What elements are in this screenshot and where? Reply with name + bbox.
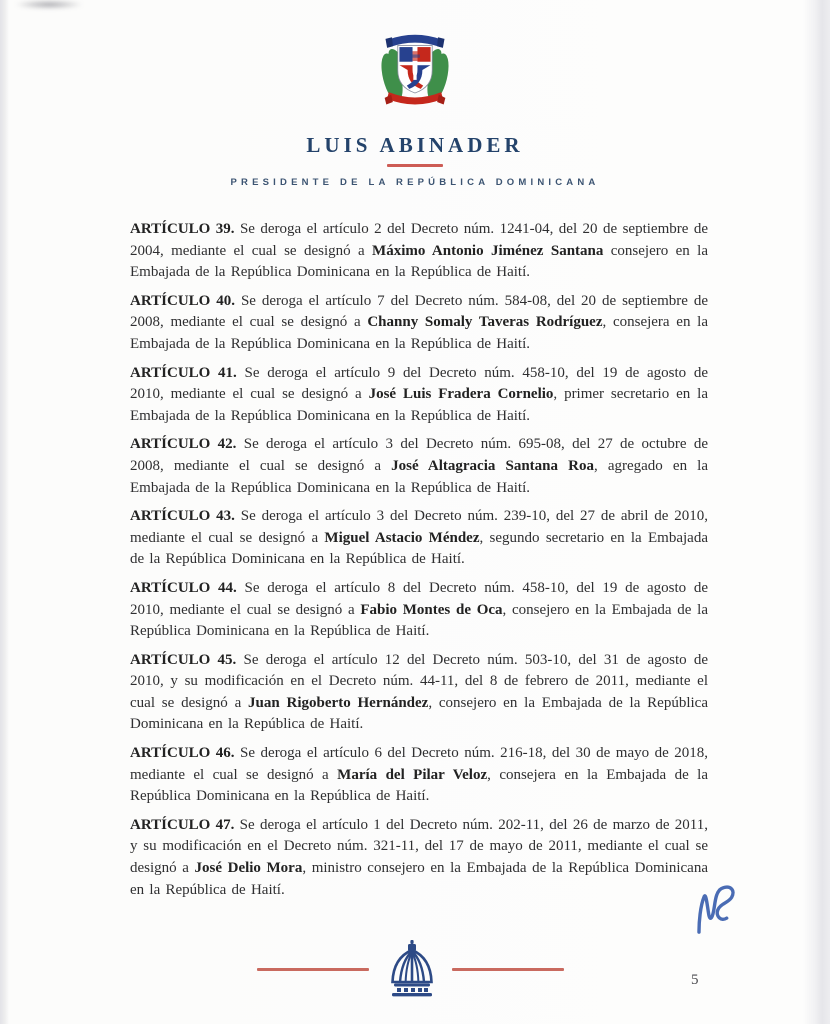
dominican-coat-of-arms-icon — [374, 25, 456, 120]
article-paragraph — [130, 506, 708, 571]
article-paragraph — [130, 650, 708, 736]
designee-name: Máximo Antonio Jiménez Santana — [372, 242, 604, 259]
article-text: Se deroga el artículo 2 del Decreto núm. 1241-04, del 20 de septiembre de 2004, mediante el cual se designó a — [130, 221, 708, 259]
president-name: LUIS ABINADER — [306, 133, 524, 157]
article-paragraph — [130, 291, 708, 356]
designee-name: José Altagracia Santana Roa — [391, 457, 594, 474]
article-text: , consejero en la Embajada de la República Dominicana en la República de Haití. — [130, 601, 708, 640]
name-divider — [387, 164, 443, 167]
letterhead — [0, 0, 830, 188]
page-number: 5 — [691, 972, 699, 988]
article-text: , ministro consejero en la Embajada de la República Dominicana en la República de Haití. — [130, 860, 708, 898]
article-text: Se deroga el artículo 3 del Decreto núm. 695-08, del 27 de octubre de 2008, mediante el cual se designó a — [130, 436, 708, 474]
article-text: , consejero en la Embajada de la República Dominicana en la República de Haití. — [130, 694, 708, 733]
designee-name: José Delio Mora — [194, 860, 303, 877]
article-text: Se deroga el artículo 3 del Decreto núm. 239-10, del 27 de abril de 2010, mediante el cual se designó a — [130, 508, 708, 546]
article-paragraph — [130, 219, 708, 284]
article-label: ARTÍCULO 43. — [130, 508, 241, 525]
article-text: Se deroga el artículo 9 del Decreto núm. 458-10, del 19 de agosto de 2010, mediante el cual se designó a — [130, 364, 708, 403]
article-text: Se deroga el artículo 1 del Decreto núm. 202-11, del 26 de marzo de 2011, y su modificación en el Decreto núm. 321-11, del 17 de mayo de 2011, mediante el cual se designó a — [130, 816, 708, 877]
article-paragraph — [130, 434, 708, 499]
article-paragraph — [130, 815, 708, 901]
article-text: , consejera en la Embajada de la República Dominicana en la República de Haití. — [130, 766, 709, 805]
designee-name: María del Pilar Veloz — [337, 766, 488, 783]
signature-initials — [686, 879, 750, 945]
designee-name: Miguel Astacio Méndez — [324, 529, 480, 546]
article-text: Se deroga el artículo 7 del Decreto núm. 584-08, del 20 de septiembre de 2008, mediante el cual se designó a — [130, 292, 708, 331]
articles — [130, 219, 708, 908]
article-label: ARTÍCULO 47. — [130, 816, 240, 833]
article-text: Se deroga el artículo 12 del Decreto núm. 503-10, del 31 de agosto de 2010, y su modificación en el Decreto núm. 44-11, del 8 de febrero de 2011, mediante el cual se designó a — [130, 651, 708, 711]
article-text: , segundo secretario en la Embajada de la República Dominicana en la República de Haití. — [130, 529, 708, 568]
article-label: ARTÍCULO 46. — [130, 745, 241, 762]
footer-ornament — [0, 938, 820, 1000]
article-label: ARTÍCULO 44. — [130, 579, 245, 596]
article-paragraph — [130, 743, 708, 808]
palace-dome-icon — [388, 938, 436, 1000]
designee-name: Juan Rigoberto Hernández — [248, 694, 429, 711]
article-label: ARTÍCULO 41. — [130, 364, 245, 381]
article-text: Se deroga el artículo 6 del Decreto núm. 216-18, del 30 de mayo de 2018, mediante el cual se designó a — [130, 745, 708, 783]
footer-rule-right — [452, 968, 564, 971]
article-label: ARTÍCULO 39. — [130, 221, 240, 237]
article-text: , primer secretario en la Embajada de la República Dominicana en la República de Haití. — [130, 386, 708, 424]
article-text: , agregado en la Embajada de la República Dominicana en la República de Haití. — [130, 457, 709, 496]
article-paragraph — [130, 363, 708, 428]
designee-name: Channy Somaly Taveras Rodríguez — [367, 314, 603, 331]
designee-name: Fabio Montes de Oca — [360, 601, 503, 618]
footer-rule-left — [257, 968, 369, 971]
article-label: ARTÍCULO 45. — [130, 651, 244, 668]
article-text: Se deroga el artículo 8 del Decreto núm. 458-10, del 19 de agosto de 2010, mediante el cual se designó a — [130, 579, 708, 618]
article-label: ARTÍCULO 40. — [130, 292, 241, 309]
article-text: consejero en la Embajada de la República Dominicana en la República de Haití. — [130, 242, 708, 281]
president-title: PRESIDENTE DE LA REPÚBLICA DOMINICANA — [230, 177, 600, 188]
designee-name: José Luis Fradera Cornelio — [368, 386, 554, 403]
article-label: ARTÍCULO 42. — [130, 436, 244, 453]
article-text: , consejera en la Embajada de la República Dominicana en la República de Haití. — [130, 314, 708, 352]
article-paragraph — [130, 578, 708, 643]
